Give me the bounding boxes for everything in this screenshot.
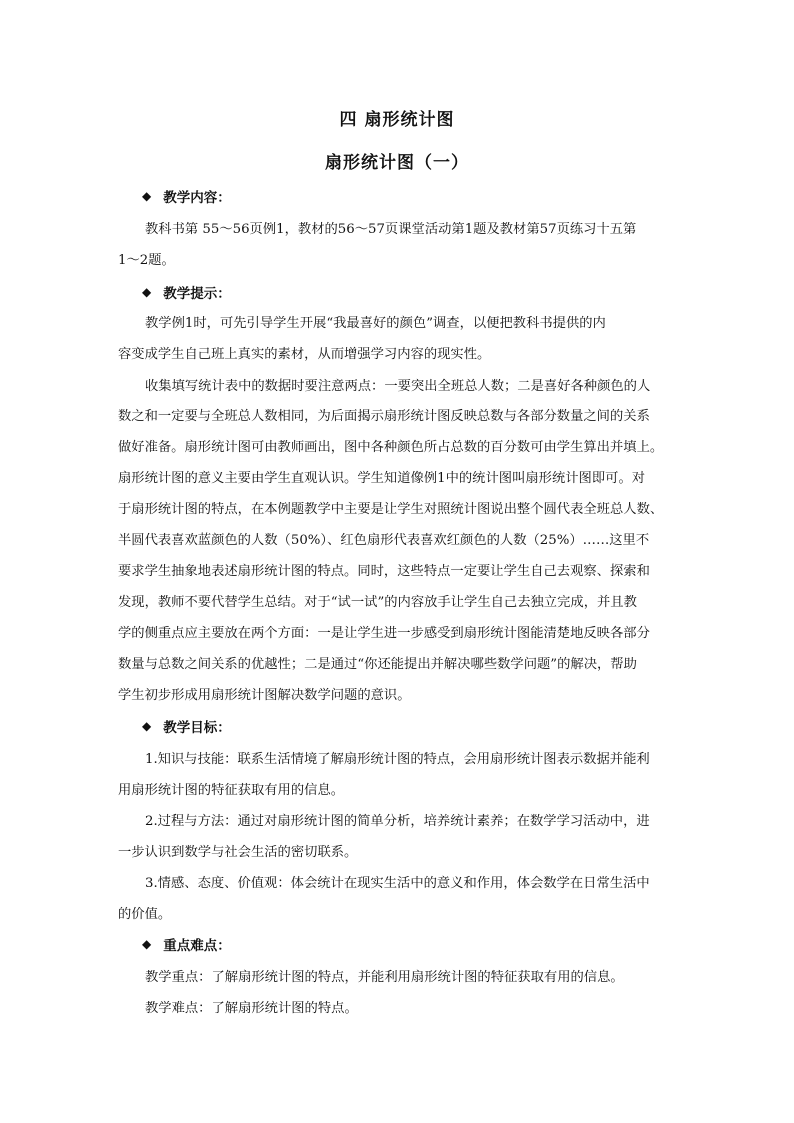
- section-heading-label: 教学提示：: [163, 286, 231, 302]
- paragraph-line: 2.过程与方法：通过对扇形统计图的简单分析，培养统计素养；在数学学习活动中，进: [145, 814, 650, 829]
- section-heading-hints: [142, 282, 231, 302]
- section-heading-keypoints: [142, 934, 231, 954]
- paragraph-line: 用扇形统计图的特征获取有用的信息。: [118, 783, 345, 798]
- paragraph-line: 于扇形统计图的特点，在本例题教学中主要是让学生对照统计图说出整个圆代表全班总人数、: [118, 502, 664, 517]
- paragraph-line: 半圆代表喜欢蓝颜色的人数（50%）、红色扇形代表喜欢红颜色的人数（25%）……这里不: [118, 533, 650, 548]
- diamond-bullet-icon: ◆: [142, 719, 152, 733]
- paragraph-line: 数量与总数之间关系的优越性；二是通过“你还能提出并解决哪些数学问题”的解决，帮助: [118, 657, 637, 672]
- paragraph-line: 教科书第 55～56页例1，教材的56～57页课堂活动第1题及教材第57页练习十五第: [145, 222, 637, 237]
- diamond-bullet-icon: ◆: [142, 937, 152, 951]
- section-heading-label: 教学内容：: [163, 190, 231, 206]
- paragraph-line: 扇形统计图的意义主要由学生直观认识。学生知道像例1中的统计图叫扇形统计图即可。对: [118, 471, 646, 486]
- paragraph-line: 1.知识与技能：联系生活情境了解扇形统计图的特点，会用扇形统计图表示数据并能利: [145, 752, 650, 767]
- chapter-title: 四 扇形统计图: [339, 110, 455, 130]
- lesson-subtitle: 扇形统计图（一）: [325, 153, 469, 173]
- diamond-bullet-icon: ◆: [142, 285, 152, 299]
- paragraph-line: 要求学生抽象地表述扇形统计图的特点。同时，这些特点一定要让学生自己去观察、探索和: [118, 564, 650, 579]
- section-heading-label: 教学目标：: [163, 720, 231, 736]
- paragraph-line: 做好准备。扇形统计图可由教师画出，图中各种颜色所占总数的百分数可由学生算出并填上。: [118, 440, 664, 455]
- paragraph-line: 教学例1时，可先引导学生开展“我最喜好的颜色”调查，以便把教科书提供的内: [145, 316, 606, 331]
- paragraph-line: 收集填写统计表中的数据时要注意两点：一要突出全班总人数；二是喜好各种颜色的人: [145, 379, 651, 394]
- paragraph-line: 一步认识到数学与社会生活的密切联系。: [118, 845, 358, 860]
- paragraph-line: 的价值。: [118, 907, 172, 922]
- paragraph-line: 数之和一定要与全班总人数相同，为后面揭示扇形统计图反映总数与各部分数量之间的关系: [118, 409, 650, 424]
- section-heading-content: [142, 186, 231, 206]
- section-heading-goals: [142, 716, 231, 736]
- paragraph-line: 1～2题。: [118, 253, 175, 268]
- paragraph-line: 学生初步形成用扇形统计图解决数学问题的意识。: [118, 688, 411, 703]
- paragraph-line: 学的侧重点应主要放在两个方面：一是让学生进一步感受到扇形统计图能清楚地反映各部分: [118, 626, 650, 641]
- paragraph-line: 教学重点：了解扇形统计图的特点，并能利用扇形统计图的特征获取有用的信息。: [145, 970, 624, 985]
- section-heading-label: 重点难点：: [163, 938, 231, 954]
- diamond-bullet-icon: ◆: [142, 189, 152, 203]
- paragraph-line: 容变成学生自己班上真实的素材，从而增强学习内容的现实性。: [118, 347, 491, 362]
- paragraph-line: 教学难点：了解扇形统计图的特点。: [145, 1001, 358, 1016]
- paragraph-line: 发现，教师不要代替学生总结。对于“试一试”的内容放手让学生自己去独立完成，并且教: [118, 595, 637, 610]
- paragraph-line: 3.情感、态度、价值观：体会统计在现实生活中的意义和作用，体会数学在日常生活中: [145, 876, 650, 891]
